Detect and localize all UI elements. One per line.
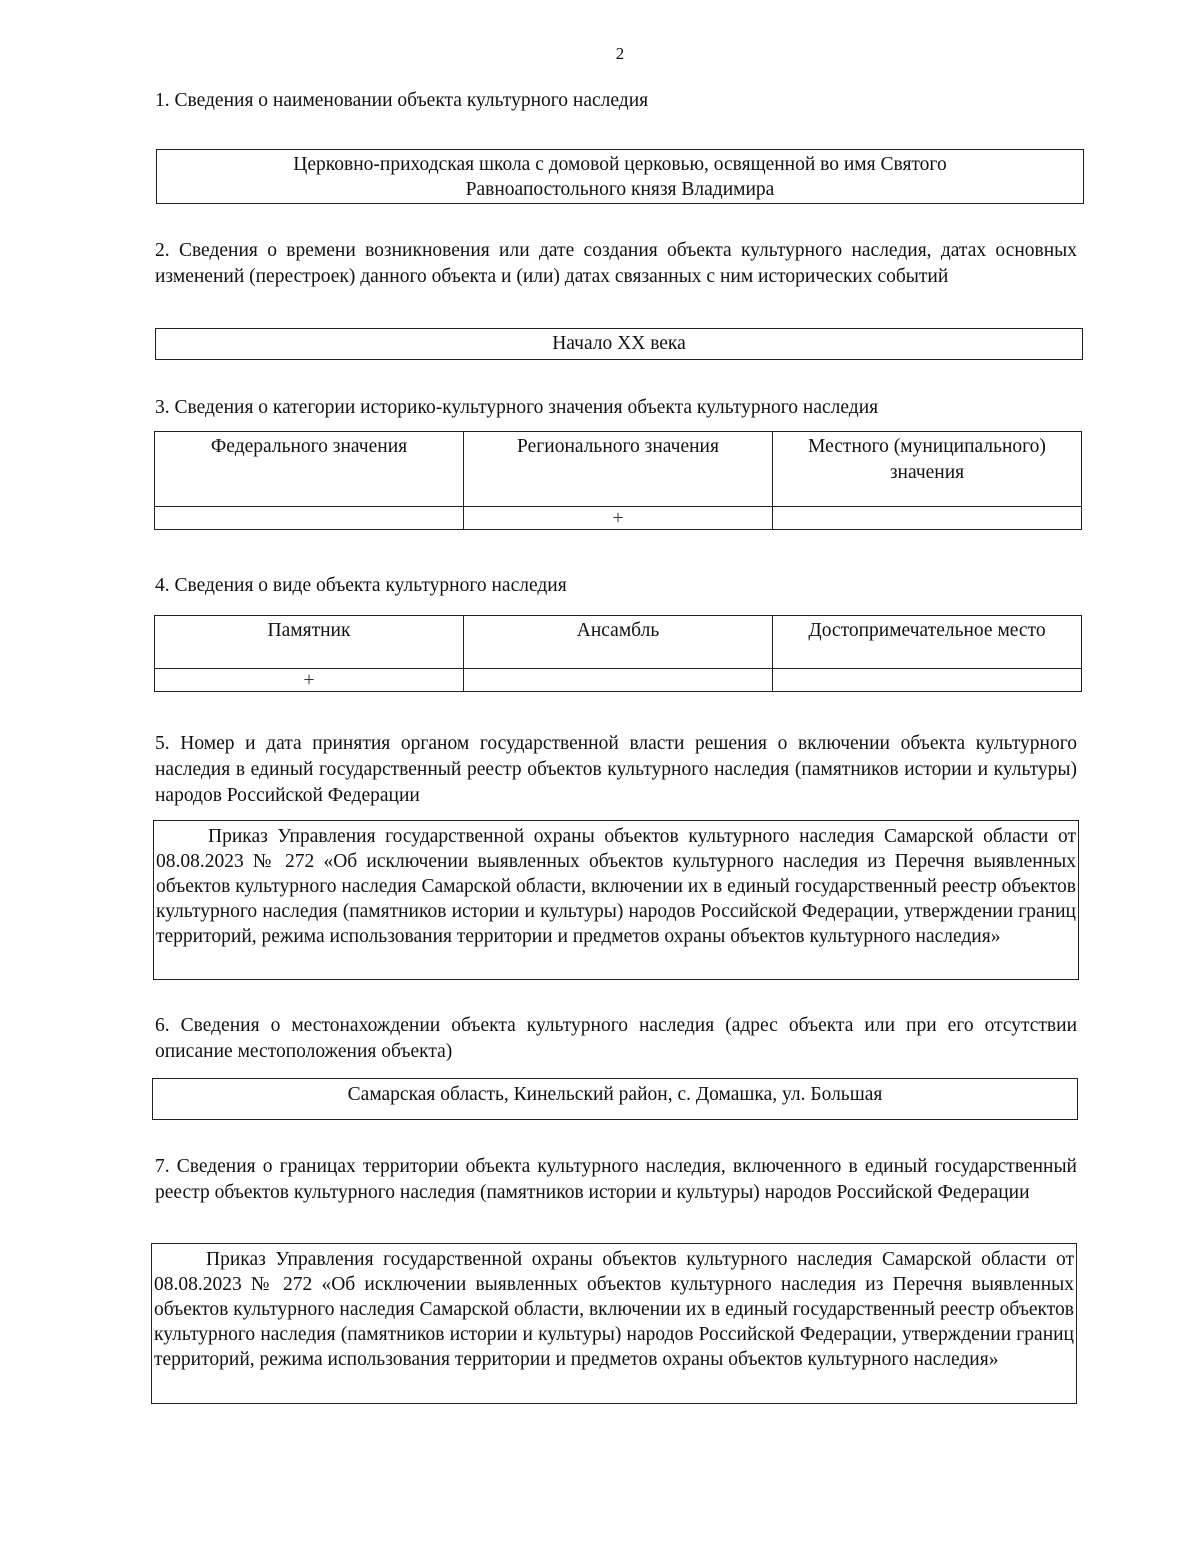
mark-landmark: [773, 669, 1082, 692]
section-6-value: Самарская область, Кинельский район, с. Домашка, ул. Большая: [347, 1084, 883, 1105]
section-1-value-box: [156, 149, 1084, 204]
mark-regional: +: [464, 507, 773, 530]
section-6-heading: 6. Сведения о местонахождении объекта культурного наследия (адрес объекта или при его отсутствии описание местоположения объекта): [155, 1015, 1077, 1062]
mark-monument: +: [155, 669, 464, 692]
column-landmark: Достопримечательное место: [773, 616, 1082, 669]
section-1-value-line-2: Равноапостольного князя Владимира: [465, 179, 775, 200]
section-5-heading: 5. Номер и дата принятия органом государственной власти решения о включении объекта культурного наследия в единый государственный реестр объектов культурного наследия (памятников истории и культуры) народов Российской Федерации: [155, 733, 1077, 806]
table-mark-row: [155, 669, 1082, 692]
column-regional: Регионального значения: [464, 432, 773, 507]
section-2-heading: 2. Сведения о времени возникновения или дате создания объекта культурного наследия, датах основных изменений (перестроек) данного объекта и (или) датах связанных с ним исторических событий: [155, 240, 1077, 287]
column-federal: Федерального значения: [155, 432, 464, 507]
section-1-heading: 1. Сведения о наименовании объекта культурного наследия: [155, 90, 649, 111]
table-header-row: [155, 432, 1082, 507]
page-number: 2: [615, 44, 625, 63]
section-2-value-box: [155, 328, 1083, 360]
mark-ensemble: [464, 669, 773, 692]
column-ensemble: Ансамбль: [464, 616, 773, 669]
column-monument: Памятник: [155, 616, 464, 669]
section-3-heading: 3. Сведения о категории историко-культурного значения объекта культурного наследия: [155, 397, 879, 418]
section-3-category-table: [154, 431, 1082, 530]
section-4-heading: 4. Сведения о виде объекта культурного наследия: [155, 575, 567, 596]
mark-local: [773, 507, 1082, 530]
section-7-value-box: [151, 1243, 1077, 1404]
section-7-heading: 7. Сведения о границах территории объекта культурного наследия, включенного в единый государственный реестр объектов культурного наследия (памятников истории и культуры) народов Российской Федерации: [155, 1156, 1077, 1203]
table-header-row: [155, 616, 1082, 669]
table-mark-row: [155, 507, 1082, 530]
section-7-value: Приказ Управления государственной охраны объектов культурного наследия Самарской области от 08.08.2023 № 272 «Об исключении выявленных объектов культурного наследия из Перечня выявленных объектов культурного наследия Самарской области, включении их в единый государственный реестр объектов культурного наследия (памятников истории и культуры) народов Российской Федерации, утверждении границ территорий, режима использования территории и предметов охраны объектов культурного наследия»: [154, 1249, 1074, 1370]
section-2-value: Начало XX века: [552, 333, 686, 354]
section-6-value-box: [152, 1078, 1078, 1120]
section-5-value-box: [153, 820, 1079, 980]
section-1-value-line-1: Церковно-приходская школа с домовой церковью, освященной во имя Святого: [293, 154, 947, 175]
section-4-type-table: [154, 615, 1082, 692]
column-local: Местного (муниципального) значения: [773, 432, 1082, 507]
mark-federal: [155, 507, 464, 530]
section-5-value: Приказ Управления государственной охраны объектов культурного наследия Самарской области от 08.08.2023 № 272 «Об исключении выявленных объектов культурного наследия из Перечня выявленных объектов культурного наследия Самарской области, включении их в единый государственный реестр объектов культурного наследия (памятников истории и культуры) народов Российской Федерации, утверждении границ территорий, режима использования территории и предметов охраны объектов культурного наследия»: [156, 826, 1076, 947]
